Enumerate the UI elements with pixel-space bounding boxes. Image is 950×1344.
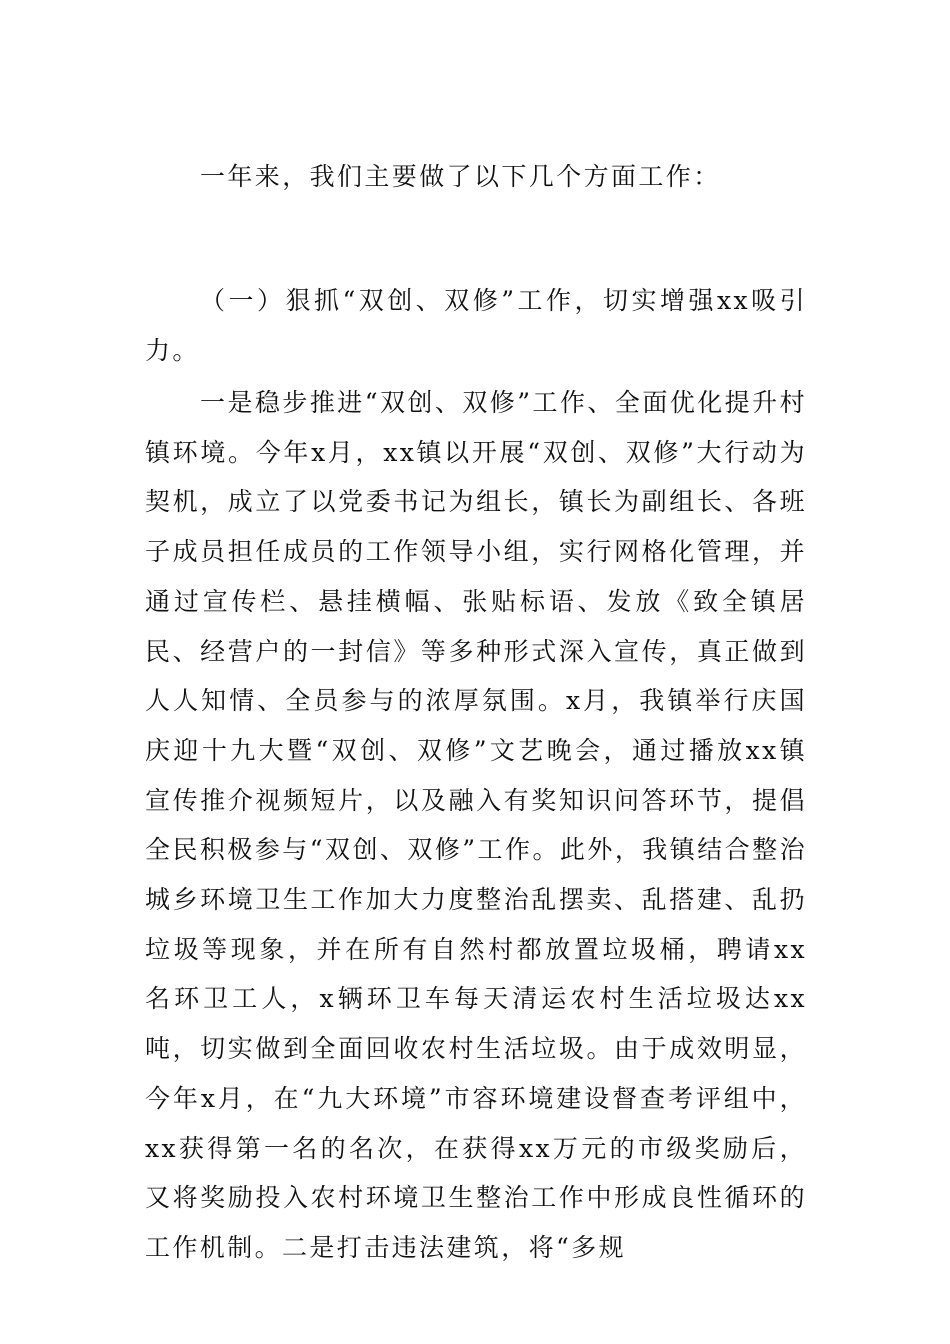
section-heading: （一）狠抓“双创、双修”工作，切实增强xx吸引力。	[145, 286, 807, 365]
intro-paragraph: 一年来，我们主要做了以下几个方面工作：	[200, 162, 721, 191]
body-paragraph: 一是稳步推进“双创、双修”工作、全面优化提升村镇环境。今年x月，xx镇以开展“双创、双修”大行动为契机，成立了以党委书记为组长，镇长为副组长、各班子成员担任成员的工作领导小组，实行网格化管理，并通过宣传栏、悬挂横幅、张贴标语、发放《致全镇居民、经营户的一封信》等多种形式深入宣传，真正做到人人知情、全员参与的浓厚氛围。x月，我镇举行庆国庆迎十九大暨“双创、双修”文艺晚会，通过播放xx镇宣传推介视频短片，以及融入有奖知识问答环节，提倡全民积极参与“双创、双修”工作。此外，我镇结合整治城乡环境卫生工作加大力度整治乱摆卖、乱搭建、乱扔垃圾等现象，并在所有自然村都放置垃圾桶，聘请xx名环卫工人，x辆环卫车每天清运农村生活垃圾达xx吨，切实做到全面回收农村生活垃圾。由于成效明显，今年x月，在“九大环境”市容环境建设督查考评组中，xx获得第一名的名次，在获得xx万元的市级奖励后，又将奖励投入农村环境卫生整治工作中形成良性循环的工作机制。二是打击违法建筑，将“多规	[145, 388, 807, 1262]
